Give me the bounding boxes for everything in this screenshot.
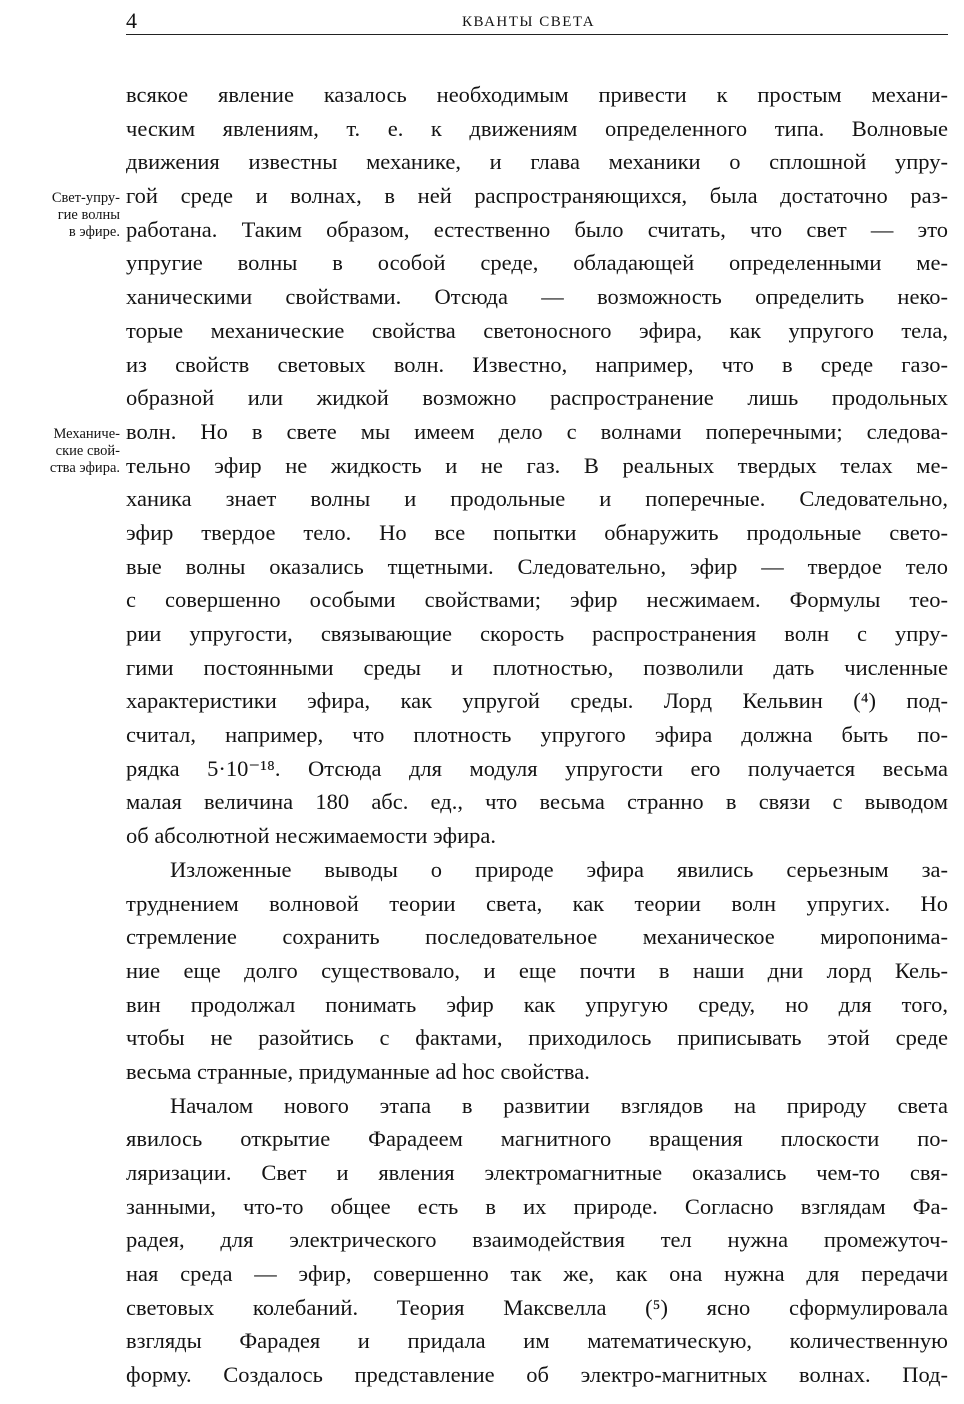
text-line: эфир твердое тело. Но все попытки обнаружить продольные свето- [126,519,948,545]
text-line: рядка 5·10⁻¹⁸. Отсюда для модуля упругости его получается весьма [126,755,948,781]
text-line: Началом нового этапа в развитии взглядов на природу света [170,1092,948,1118]
margin-note-ether-properties: Механиче- ские свой- ства эфира. [49,426,120,476]
text-line: считал, например, что плотность упругого эфира должна быть по- [126,722,948,748]
text-line: ческим явлениям, т. е. к движениям определенного типа. Волновые [126,115,948,141]
text-line: из свойств световых волн. Известно, например, что в среде газо- [126,351,948,377]
text-line: гими постоянными среды и плотностью, позволили дать численные [126,654,948,680]
text-line: форму. Создалось представление об электро-магнитных волнах. Под- [126,1362,948,1388]
text-line: ханика знает волны и продольные и поперечные. Следовательно, [126,486,948,512]
text-line: упругие волны в особой среде, обладающей определенными ме- [126,250,948,276]
page-number: 4 [126,8,137,33]
text-line: об абсолютной несжимаемости эфира. [126,823,496,849]
text-line: образной или жидкой возможно распространение лишь продольных [126,385,948,411]
text-line: всякое явление казалось необходимым привести к простым механи- [126,82,948,107]
text-line: занными, что-то общее есть в их природе. Согласно взглядам Фа- [126,1193,948,1219]
text-line: рии упругости, связывающие скорость распространения волн с упру- [126,621,948,646]
text-line: чтобы не разойтись с фактами, приходилось приписывать этой среде [126,1025,948,1051]
text-line: световых колебаний. Теория Максвелла (⁵) ясно сформулировала [126,1294,948,1320]
text-line: стремление сохранить последовательное механическое миропонима- [126,924,948,950]
text-line: малая величина 180 абс. ед., что весьма странно в связи с выводом [126,789,948,815]
text-line: ханическими свойствами. Отсюда — возможность определить неко- [126,284,948,310]
text-line: волн. Но в свете мы имеем дело с волнами поперечными; следова- [126,418,948,444]
text-line: ние еще долго существовало, и еще почти в наши дни лорд Кель- [126,957,948,983]
text-line: взгляды Фарадея и придала им математическую, количественную [126,1328,948,1354]
text-line: тельно эфир не жидкость и не газ. В реальных твердых телах ме- [126,452,948,478]
text-line: вин продолжал понимать эфир как упругую среду, но для того, [126,991,948,1017]
text-line: ляризации. Свет и явления электромагнитные оказались чем-то свя- [126,1160,948,1185]
text-line: гой среде и волнах, в ней распространяющихся, была достаточно раз- [126,183,948,209]
text-line: ная среда — эфир, совершенно так же, как она нужна для передачи [126,1261,948,1287]
text-line: вые волны оказались тщетными. Следовательно, эфир — твердое тело [126,553,948,579]
text-line: работана. Таким образом, естественно было считать, что свет — это [126,216,948,242]
margin-note-elastic-waves: Свет-упру- гие волны в эфире. [51,190,120,240]
text-line: весьма странные, придуманные ad hoc свойства. [126,1058,590,1084]
text-line: характеристики эфира, как упругой среды. Лорд Кельвин (⁴) под- [126,688,948,714]
page-header [126,8,948,35]
text-line: движения известны механике, и глава механики о сплошной упру- [126,149,948,175]
text-line: с совершенно особыми свойствами; эфир несжимаем. Формулы тео- [126,587,948,613]
text-line: торые механические свойства светоносного эфира, как упругого тела, [126,317,948,343]
body-text [126,78,948,1392]
text-line: явилось открытие Фарадеем магнитного вращения плоскости по- [126,1126,948,1152]
text-line: труднением волновой теории света, как теории волн упругих. Но [126,890,948,916]
text-line: радея, для электрического взаимодействия тел нужна промежуточ- [126,1227,948,1253]
text-line: Изложенные выводы о природе эфира явились серьезным за- [170,856,948,882]
running-title: КВАНТЫ СВЕТА [462,14,596,30]
